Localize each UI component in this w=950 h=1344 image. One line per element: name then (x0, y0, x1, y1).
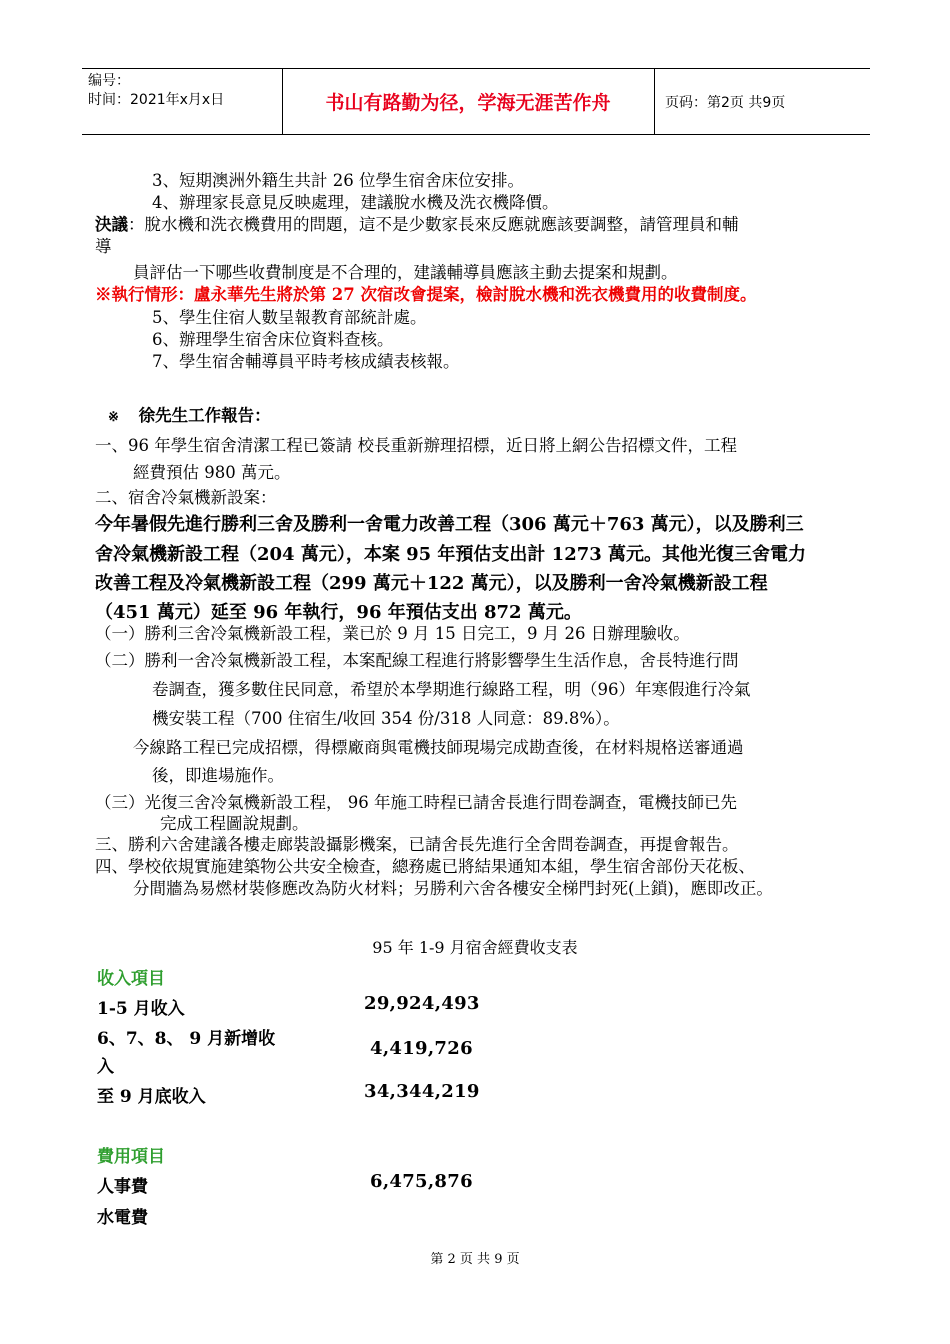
header-meta (88, 72, 224, 110)
expense-heading: 費用項目 (97, 1147, 165, 1167)
bold-para-line-1: 今年暑假先進行勝利三舍及勝利一舍電力改善工程（306 萬元＋763 萬元），以及勝利三 (95, 514, 804, 535)
income-row-value: 34,344,219 (364, 1081, 480, 1102)
income-row-label: 1-5 月收入 (97, 999, 185, 1019)
income-row-label: 至 9 月底收入 (97, 1087, 206, 1107)
sub-item-2: （二）勝利一舍冷氣機新設工程，本案配線工程進行將影響學生生活作息，舍長特進行問 (95, 651, 739, 670)
section-heading (108, 405, 271, 429)
item-7: 7、學生宿舍輔導員平時考核成績表核報。 (152, 352, 460, 371)
section-title: 徐先生工作報告： (138, 406, 271, 425)
point-4: 四、學校依規實施建築物公共安全檢查，總務處已將結果通知本組，學生宿舍部份天花板、 (95, 857, 755, 876)
point-2: 二、宿舍冷氣機新設案： (95, 488, 277, 507)
resolution-wrap: 導 (95, 237, 112, 256)
header-divider-right (654, 68, 655, 135)
sub-item-2-cont-1: 卷調查，獲多數住民同意，希望於本學期進行線路工程，明（96）年寒假進行冷氣 (152, 680, 751, 699)
point-1: 一、96 年學生宿舍清潔工程已簽請 校長重新辦理招標，近日將上網公告招標文件，工程 (95, 436, 737, 455)
sub-item-1: （一）勝利三舍冷氣機新設工程，業已於 9 月 15 日完工，9 月 26 日辦理驗收。 (95, 624, 690, 643)
expense-row-value: 6,475,876 (370, 1171, 473, 1192)
action-note: ※執行情形：盧永華先生將於第 27 次宿改會提案，檢討脫水機和洗衣機費用的收費制度。 (95, 285, 757, 304)
point-3: 三、勝利六舍建議各樓走廊裝設攝影機案，已請舍長先進行全舍問卷調查，再提會報告。 (95, 835, 739, 854)
page-footer: 第 2 页 共 9 页 (430, 1252, 520, 1267)
header-divider-left (282, 68, 283, 135)
income-row-value: 4,419,726 (370, 1038, 473, 1059)
bold-para-line-4: （451 萬元）延至 96 年執行，96 年預估支出 872 萬元。 (95, 602, 582, 623)
resolution-text: ：脫水機和洗衣機費用的問題，這不是少數家長來反應就應該要調整，請管理員和輔 (128, 215, 739, 234)
income-row-label: 6、7、8、 9 月新增收 (97, 1029, 276, 1049)
sub-item-2-cont-3: 今線路工程已完成招標，得標廠商與電機技師現場完成勘查後，在材料規格送審通過 (133, 738, 744, 757)
point-4-cont: 分間牆為易燃材裝修應改為防火材料；另勝利六舍各樓安全梯門封死(上鎖)，應即改正。 (133, 879, 773, 898)
expense-row-label: 人事費 (97, 1177, 148, 1197)
header-motto: 书山有路勤为径，学海无涯苦作舟 (325, 92, 611, 114)
header-page-number: 页码：第2页 共9页 (665, 95, 786, 111)
bold-para-line-2: 舍冷氣機新設工程（204 萬元），本案 95 年預估支出計 1273 萬元。其他光復三舍電力 (95, 544, 807, 565)
sub-item-2-cont-2: 機安裝工程（700 住宿生/收回 354 份/318 人同意：89.8%）。 (152, 709, 620, 728)
resolution-continued: 員評估一下哪些收費制度是不合理的，建議輔導員應該主動去提案和規劃。 (133, 263, 678, 282)
item-4: 4、辦理家長意見反映處理，建議脫水機及洗衣機降價。 (152, 193, 559, 212)
item-6: 6、辦理學生宿舍床位資料查核。 (152, 330, 394, 349)
item-5: 5、學生住宿人數呈報教育部統計處。 (152, 308, 427, 327)
sub-item-2-cont-4: 後，即進場施作。 (152, 766, 284, 785)
expense-row-label: 水電費 (97, 1208, 148, 1228)
budget-title: 95 年 1-9 月宿舍經費收支表 (372, 938, 578, 957)
income-heading: 收入項目 (97, 969, 165, 989)
header-date: 时间：2021年x月x日 (88, 92, 225, 108)
bold-para-line-3: 改善工程及冷氣機新設工程（299 萬元＋122 萬元），以及勝利一舍冷氣機新設工程 (95, 573, 768, 594)
item-3: 3、短期澳洲外籍生共計 26 位學生宿舍床位安排。 (152, 171, 524, 190)
header-top-rule (82, 68, 870, 69)
page-header (82, 68, 870, 135)
income-row-label-wrap: 入 (97, 1057, 114, 1077)
header-bottom-rule (82, 134, 870, 135)
sub-item-3-cont: 完成工程圖說規劃。 (160, 814, 309, 833)
sub-item-3: （三）光復三舍冷氣機新設工程， 96 年施工時程已請舍長進行問卷調查，電機技師已先 (95, 793, 737, 812)
resolution-label: 決議 (95, 215, 128, 234)
reference-mark-icon: ※ (108, 410, 119, 425)
header-number: 编号： (88, 73, 130, 89)
resolution-line (95, 214, 739, 236)
income-row-value: 29,924,493 (364, 993, 480, 1014)
point-1-cont: 經費預估 980 萬元。 (133, 463, 291, 482)
